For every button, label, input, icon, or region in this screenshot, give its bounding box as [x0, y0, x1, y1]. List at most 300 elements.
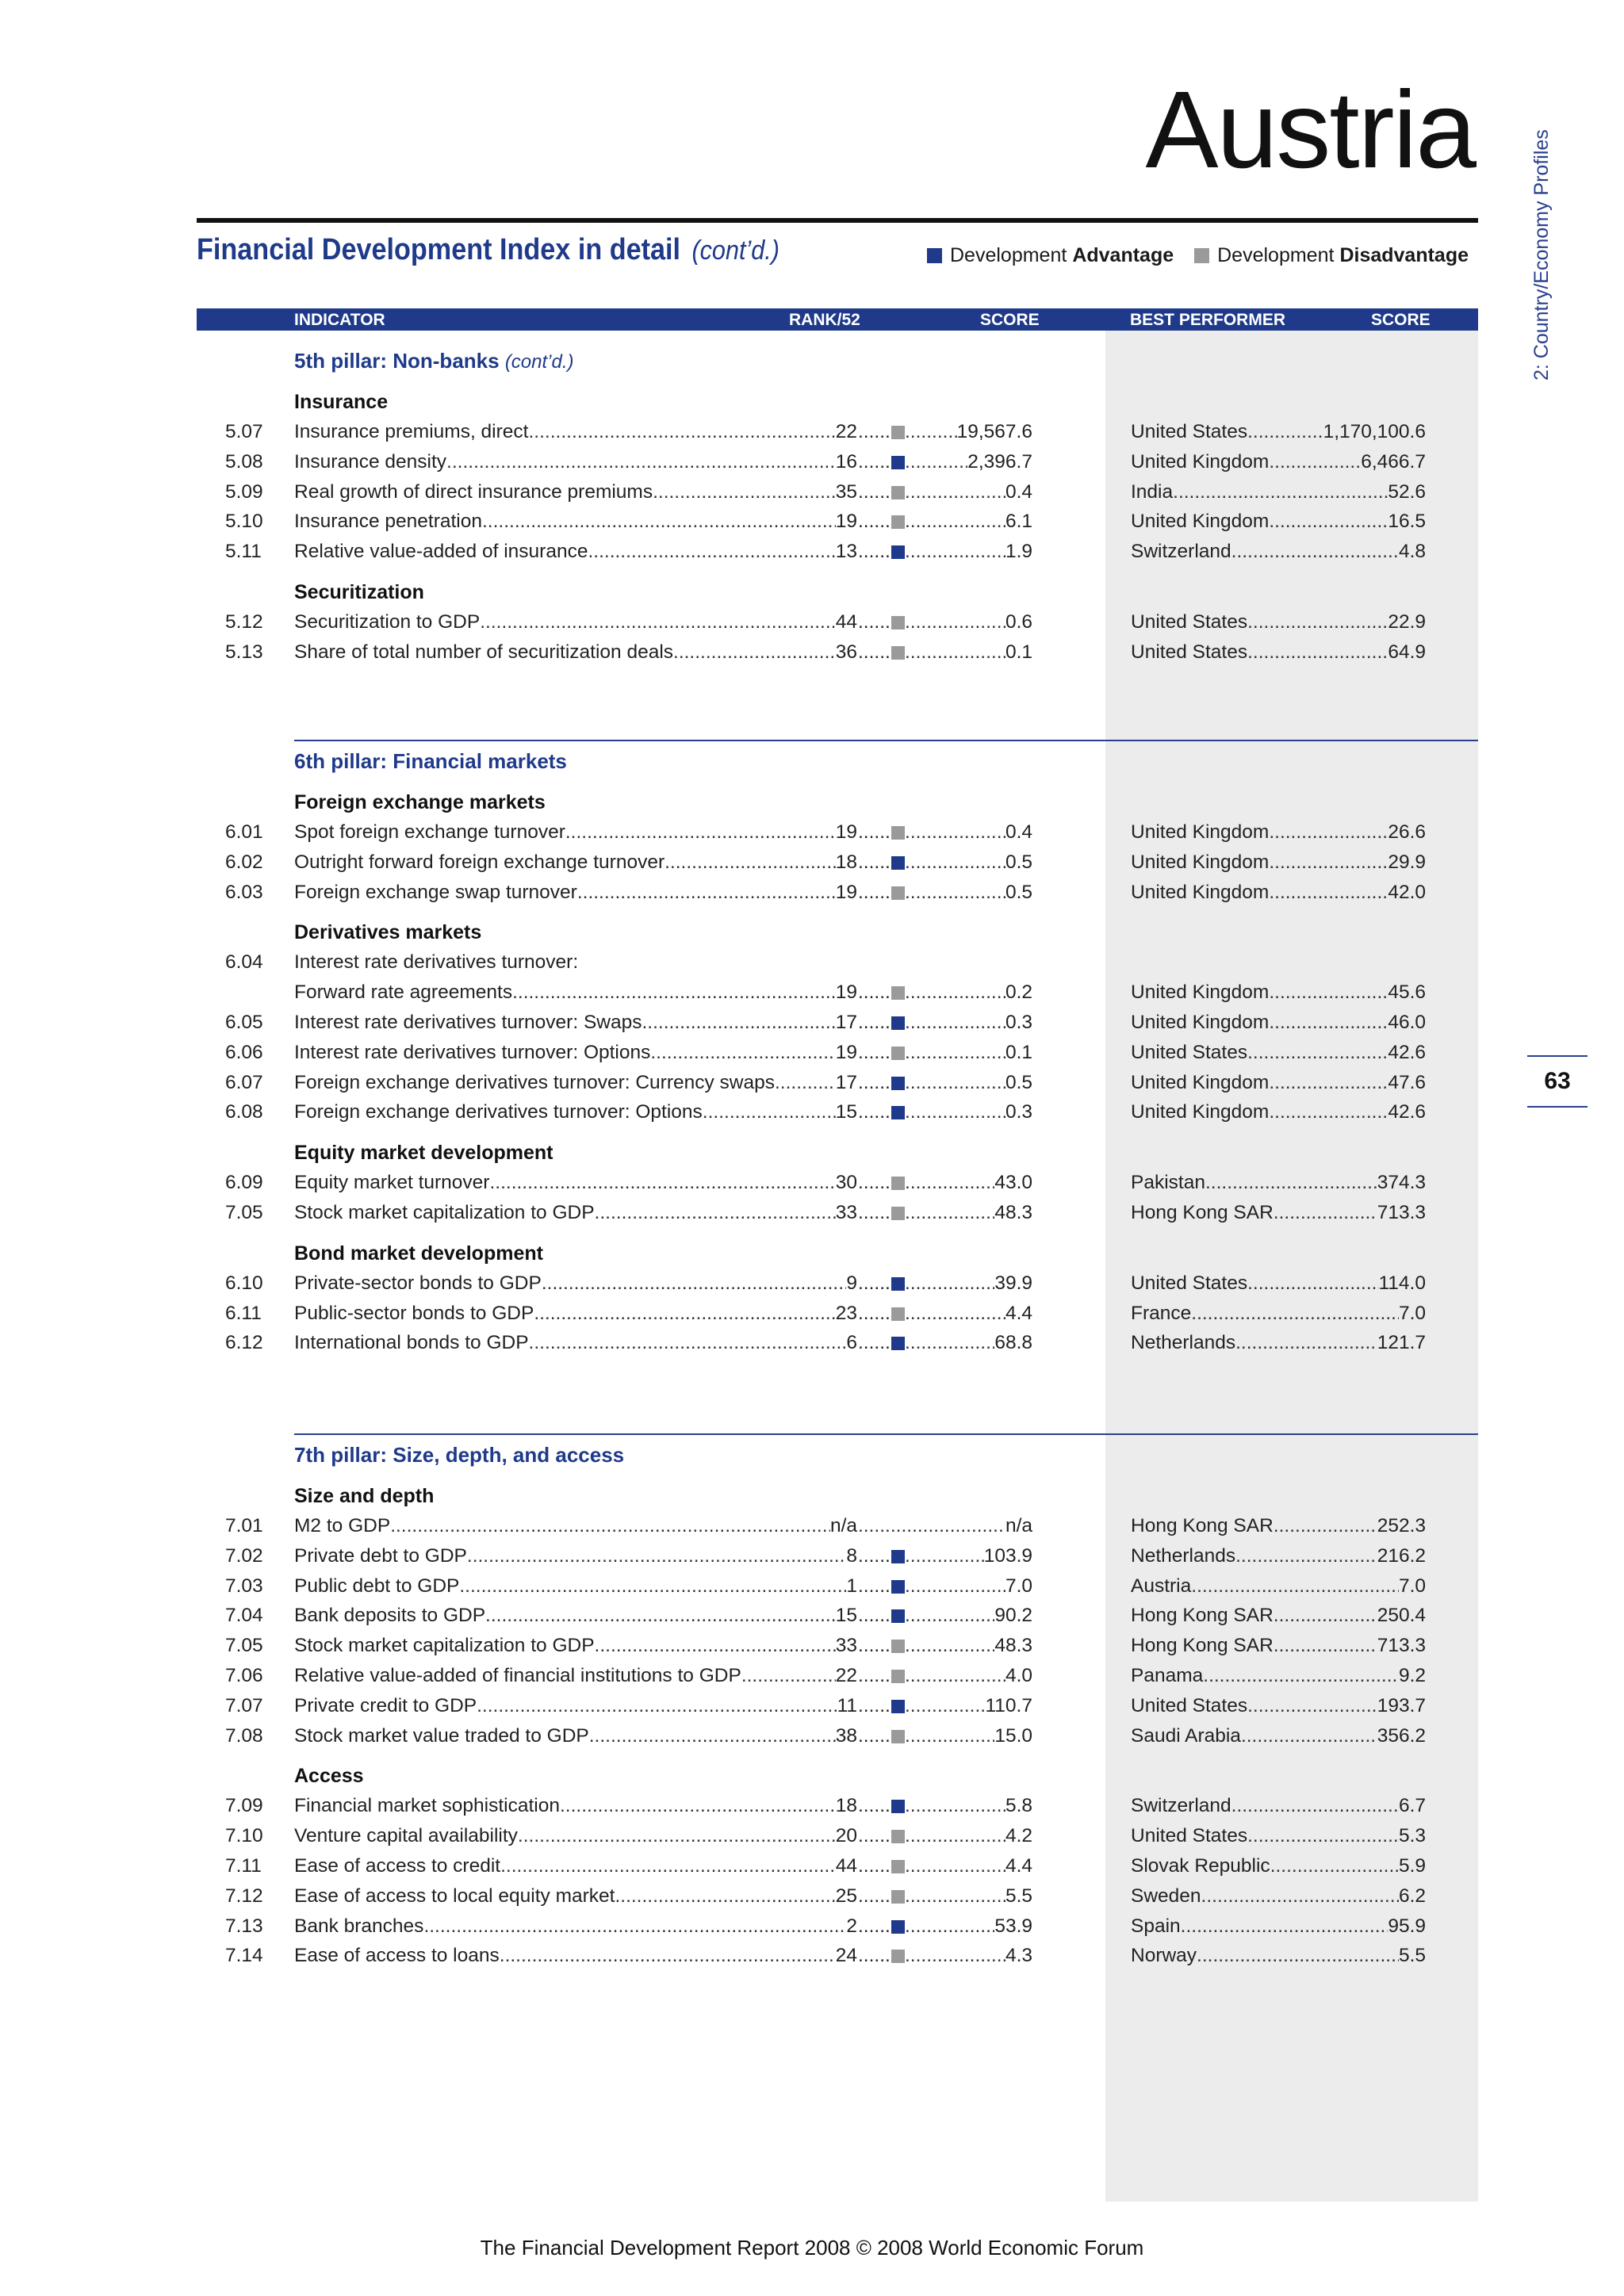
row-number: 6.10: [225, 1272, 263, 1294]
best-performer-score: 47.6: [1388, 1071, 1426, 1093]
best-performer-score: 22.9: [1388, 611, 1426, 633]
best-performer-score: 45.6: [1388, 982, 1426, 1004]
row-number: 5.08: [225, 450, 263, 473]
dot-leader: [673, 641, 836, 664]
row-indicator: [294, 611, 857, 633]
dot-leader: [577, 882, 836, 904]
top-rule: [197, 218, 1478, 223]
row-number: 6.06: [225, 1041, 263, 1063]
dot-leader: [650, 1042, 835, 1064]
row-indicator: [294, 641, 857, 664]
legend-disadvantage-prefix: Development: [1217, 244, 1335, 266]
row-score-value: n/a: [1005, 1515, 1032, 1536]
advantage-square-icon: [891, 1609, 905, 1623]
dot-leader: [653, 481, 836, 503]
dot-leader: [858, 1855, 891, 1877]
best-performer-name: France: [1131, 1302, 1192, 1324]
dot-leader: [446, 451, 836, 473]
row-score: [905, 1272, 1032, 1295]
best-performer-name: United States: [1131, 1041, 1248, 1063]
row-label: Private debt to GDP: [294, 1544, 467, 1567]
best-performer-score: 7.0: [1398, 1302, 1426, 1324]
legend-advantage: [927, 244, 1174, 267]
row-score-value: 48.3: [994, 1202, 1032, 1223]
row-rank: 20: [835, 1825, 857, 1847]
best-performer-name: Hong Kong SAR: [1131, 1202, 1274, 1223]
row-number: 6.09: [225, 1172, 263, 1194]
row-best-performer: [1131, 1945, 1426, 1967]
dot-leader: [1197, 1945, 1399, 1967]
row-score-value: 4.3: [1005, 1945, 1032, 1967]
dot-leader: [905, 851, 1005, 874]
legend-advantage-prefix: Development: [950, 244, 1067, 266]
row-rank: n/a: [829, 1515, 857, 1536]
row-indicator: [294, 1695, 857, 1717]
disadvantage-square-icon: [891, 1307, 905, 1321]
row-rank: 30: [835, 1172, 857, 1194]
table-row: [0, 882, 1624, 907]
row-score-value: 2,396.7: [967, 450, 1032, 473]
dot-leader: [858, 481, 891, 503]
dot-leader: [858, 982, 891, 1004]
advantage-square-icon: [891, 1580, 905, 1594]
best-performer-score: 5.5: [1398, 1945, 1426, 1967]
dot-leader: [1247, 1042, 1388, 1064]
row-indicator: [294, 1042, 857, 1064]
table-row: [0, 1303, 1624, 1328]
dot-leader: [595, 1202, 836, 1224]
best-performer-name: Hong Kong SAR: [1131, 1515, 1274, 1536]
row-score: [905, 421, 1032, 443]
best-performer-name: Slovak Republic: [1131, 1855, 1270, 1877]
row-indicator: [294, 1885, 857, 1908]
dot-leader: [905, 611, 1005, 633]
disadvantage-square-icon: [891, 646, 905, 660]
dot-leader: [905, 1072, 1005, 1094]
row-best-performer: [1131, 1695, 1426, 1717]
row-rank: 19: [835, 511, 857, 533]
row-indicator: [294, 1635, 857, 1657]
row-best-performer: [1131, 1635, 1426, 1657]
table-row: [0, 1915, 1624, 1941]
row-score: [905, 541, 1032, 563]
row-label: Interest rate derivatives turnover: Swaps: [294, 1012, 642, 1033]
row-best-performer: [1131, 1072, 1426, 1094]
row-label: Stock market capitalization to GDP: [294, 1202, 595, 1223]
row-best-performer: [1131, 1012, 1426, 1034]
dot-leader: [518, 1825, 836, 1847]
dot-leader: [905, 1945, 1005, 1967]
advantage-square-icon: [891, 545, 905, 559]
row-score: [905, 1915, 1032, 1938]
row-indicator: [294, 511, 857, 533]
best-performer-name: United Kingdom: [1131, 982, 1270, 1004]
best-performer-name: United Kingdom: [1131, 821, 1270, 843]
row-best-performer: [1131, 511, 1426, 533]
best-performer-name: Hong Kong SAR: [1131, 1605, 1274, 1627]
dot-leader: [489, 1172, 835, 1194]
row-number: 7.14: [225, 1945, 263, 1967]
row-best-performer: [1131, 1042, 1426, 1064]
group-heading: Insurance: [294, 391, 389, 413]
dot-leader: [528, 421, 835, 443]
advantage-square-icon: [891, 1337, 905, 1350]
dot-leader: [1247, 1825, 1399, 1847]
row-label: Bank branches: [294, 1915, 424, 1937]
dot-leader: [858, 821, 891, 844]
table-row: [0, 1545, 1624, 1571]
best-performer-score: 713.3: [1377, 1635, 1426, 1657]
row-best-performer: [1131, 1545, 1426, 1567]
dot-leader: [1247, 611, 1388, 633]
disadvantage-square-icon: [891, 426, 905, 439]
row-score: [905, 1825, 1032, 1847]
row-score: [905, 1795, 1032, 1817]
dot-leader: [905, 1172, 994, 1194]
header-best-performer: BEST PERFORMER: [1130, 311, 1286, 329]
advantage-square-icon: [891, 1700, 905, 1713]
row-rank: 17: [835, 1012, 857, 1033]
best-performer-name: Switzerland: [1131, 541, 1231, 563]
table-row: [0, 1012, 1624, 1037]
row-rank: 2: [846, 1915, 857, 1937]
row-label: Stock market value traded to GDP: [294, 1724, 589, 1747]
row-number: 5.09: [225, 480, 263, 503]
dot-leader: [905, 1795, 1005, 1817]
dot-leader: [858, 1605, 891, 1627]
pillar-title-text: 6th pillar: Financial markets: [294, 749, 567, 773]
pillar-title-text: 5th pillar: Non-banks: [294, 349, 500, 373]
row-score-value: 0.1: [1005, 1041, 1032, 1063]
best-performer-score: 250.4: [1377, 1605, 1426, 1627]
row-label: Public debt to GDP: [294, 1575, 460, 1597]
row-best-performer: [1131, 1665, 1426, 1687]
row-score: [905, 1725, 1032, 1747]
row-score-value: 15.0: [994, 1724, 1032, 1747]
best-performer-score: 95.9: [1388, 1915, 1426, 1937]
pillar-title-note: (cont’d.): [504, 351, 574, 373]
row-score: [905, 1855, 1032, 1877]
row-rank: 23: [835, 1302, 857, 1324]
disadvantage-square-icon: [891, 886, 905, 900]
best-performer-name: Saudi Arabia: [1131, 1724, 1241, 1747]
dot-leader: [905, 541, 1005, 563]
row-number: 6.04: [225, 951, 263, 974]
dot-leader: [1274, 1515, 1377, 1537]
dot-leader: [500, 1945, 836, 1967]
row-label: Equity market turnover: [294, 1172, 490, 1194]
disadvantage-square-icon: [891, 1207, 905, 1220]
best-performer-score: 5.9: [1398, 1855, 1426, 1877]
dot-leader: [1247, 1272, 1378, 1295]
row-indicator: [294, 1272, 857, 1295]
row-label: Stock market capitalization to GDP: [294, 1635, 595, 1657]
advantage-square-icon: [891, 1920, 905, 1934]
row-indicator: [294, 982, 857, 1004]
row-number: 6.08: [225, 1101, 263, 1123]
best-performer-score: 52.6: [1388, 480, 1426, 503]
dot-leader: [1269, 882, 1388, 904]
dot-leader: [905, 1825, 1005, 1847]
advantage-square-icon: [891, 856, 905, 870]
dot-leader: [1191, 1575, 1399, 1598]
best-performer-score: 216.2: [1377, 1544, 1426, 1567]
row-label: Interest rate derivatives turnover: Options: [294, 1041, 651, 1063]
table-row: [0, 1945, 1624, 1970]
dot-leader: [1269, 821, 1388, 844]
row-label: Relative value-added of financial institutions to GDP: [294, 1665, 741, 1686]
disadvantage-square-icon: [891, 1670, 905, 1683]
dot-leader: [480, 611, 836, 633]
table-row: [0, 1695, 1624, 1720]
disadvantage-square-icon: [1194, 248, 1209, 263]
table-row: [0, 1172, 1624, 1197]
row-indicator: [294, 1665, 857, 1687]
table-row: [0, 1665, 1624, 1690]
dot-leader: [485, 1605, 836, 1627]
row-score: [905, 982, 1032, 1004]
best-performer-score: 42.0: [1388, 881, 1426, 903]
dot-leader: [858, 1635, 891, 1657]
row-indicator: [294, 1605, 857, 1627]
row-rank: 1: [846, 1575, 857, 1597]
dot-leader: [1247, 641, 1388, 664]
dot-leader: [512, 982, 836, 1004]
row-score: [905, 481, 1032, 503]
dot-leader: [905, 481, 1005, 503]
row-label: Insurance density: [294, 450, 447, 473]
dot-leader: [858, 1202, 891, 1224]
pillar-title: [294, 1443, 624, 1468]
dot-leader: [467, 1545, 846, 1567]
advantage-square-icon: [891, 456, 905, 469]
row-score-value: 39.9: [994, 1272, 1032, 1294]
row-rank: 8: [846, 1544, 857, 1567]
best-performer-score: 5.3: [1398, 1825, 1426, 1847]
best-performer-name: United Kingdom: [1131, 511, 1270, 533]
row-score: [905, 1012, 1032, 1034]
dot-leader: [1205, 1172, 1377, 1194]
row-number: 7.06: [225, 1665, 263, 1686]
group-heading: Bond market development: [294, 1242, 543, 1265]
row-score-value: 0.4: [1005, 480, 1032, 503]
row-label: Bank deposits to GDP: [294, 1605, 486, 1627]
table-row: [0, 1072, 1624, 1097]
row-label: Foreign exchange derivatives turnover: Currency swaps: [294, 1071, 775, 1093]
row-score-value: 0.3: [1005, 1101, 1032, 1123]
advantage-square-icon: [927, 248, 942, 263]
dot-leader: [1173, 481, 1388, 503]
disadvantage-square-icon: [891, 1640, 905, 1653]
row-score-value: 4.0: [1005, 1665, 1032, 1686]
header-score: SCORE: [980, 311, 1040, 329]
row-best-performer: [1131, 851, 1426, 874]
dot-leader: [1241, 1725, 1377, 1747]
row-score: [905, 1172, 1032, 1194]
row-indicator: [294, 1915, 857, 1938]
dot-leader: [905, 1695, 986, 1717]
row-rank: 19: [835, 982, 857, 1004]
row-score: [905, 1303, 1032, 1325]
row-best-performer: [1131, 1915, 1426, 1938]
dot-leader: [1274, 1605, 1377, 1627]
best-performer-score: 374.3: [1377, 1172, 1426, 1194]
dot-leader: [1191, 1303, 1399, 1325]
row-number: 6.01: [225, 821, 263, 843]
row-label: Private-sector bonds to GDP: [294, 1272, 542, 1294]
row-rank: 18: [835, 851, 857, 873]
best-performer-score: 193.7: [1377, 1694, 1426, 1716]
best-performer-name: United Kingdom: [1131, 851, 1270, 873]
row-score: [905, 1885, 1032, 1908]
advantage-square-icon: [891, 1277, 905, 1291]
row-score: [905, 1072, 1032, 1094]
row-score-value: 1.9: [1005, 541, 1032, 563]
dot-leader: [529, 1332, 847, 1354]
group-heading: Securitization: [294, 581, 424, 603]
dot-leader: [1203, 1665, 1399, 1687]
dot-leader: [858, 541, 891, 563]
dot-leader: [858, 1945, 891, 1967]
group-heading: Equity market development: [294, 1142, 553, 1165]
best-performer-score: 7.0: [1398, 1575, 1426, 1597]
best-performer-name: Switzerland: [1131, 1795, 1231, 1817]
row-best-performer: [1131, 1885, 1426, 1908]
row-indicator: [294, 451, 857, 473]
pillar-divider: [294, 740, 1478, 741]
row-score: [905, 882, 1032, 904]
row-score-value: 4.2: [1005, 1825, 1032, 1847]
disadvantage-square-icon: [891, 826, 905, 840]
table-row: [0, 541, 1624, 566]
table-row: [0, 1825, 1624, 1850]
row-rank: 16: [835, 450, 857, 473]
best-performer-score: 356.2: [1377, 1724, 1426, 1747]
row-number: 7.02: [225, 1544, 263, 1567]
dot-leader: [905, 1101, 1005, 1123]
best-performer-name: United States: [1131, 1272, 1248, 1294]
best-performer-name: India: [1131, 480, 1174, 503]
row-score-value: 43.0: [994, 1172, 1032, 1194]
disadvantage-square-icon: [891, 1890, 905, 1904]
dot-leader: [858, 1012, 891, 1034]
dot-leader: [858, 1725, 891, 1747]
table-row: [0, 1635, 1624, 1660]
row-best-performer: [1131, 1272, 1426, 1295]
row-score-value: 19,567.6: [956, 421, 1032, 442]
table-row: [0, 1272, 1624, 1298]
row-label: Relative value-added of insurance: [294, 541, 588, 563]
best-performer-name: United States: [1131, 1694, 1248, 1716]
best-performer-score: 121.7: [1377, 1332, 1426, 1354]
dot-leader: [858, 1575, 891, 1598]
table-row: [0, 1885, 1624, 1911]
best-performer-score: 4.8: [1398, 541, 1426, 563]
dot-leader: [905, 1605, 994, 1627]
row-label: Securitization to GDP: [294, 611, 481, 633]
table-row: [0, 1605, 1624, 1630]
table-row: [0, 451, 1624, 476]
country-title: Austria: [1145, 69, 1475, 191]
row-score: [905, 1605, 1032, 1627]
advantage-square-icon: [891, 1550, 905, 1563]
dot-leader: [1269, 851, 1388, 874]
dot-leader: [459, 1575, 846, 1598]
row-rank: 33: [835, 1202, 857, 1223]
dot-leader: [1181, 1915, 1388, 1938]
table-row: [0, 641, 1624, 667]
best-performer-score: 1,170,100.6: [1323, 421, 1426, 442]
row-score: [905, 511, 1032, 533]
row-best-performer: [1131, 541, 1426, 563]
dot-leader: [642, 1012, 835, 1034]
dot-leader: [1201, 1885, 1399, 1908]
row-rank: 15: [835, 1605, 857, 1627]
dot-leader: [858, 1915, 891, 1938]
pillar-title: [294, 349, 574, 373]
row-score-value: 4.4: [1005, 1855, 1032, 1877]
advantage-square-icon: [891, 1106, 905, 1119]
dot-leader: [905, 1042, 1005, 1064]
row-score-value: 48.3: [994, 1635, 1032, 1657]
row-rank: 19: [835, 1041, 857, 1063]
row-indicator: [294, 1202, 857, 1224]
row-number: 5.07: [225, 421, 263, 442]
row-score-value: 0.5: [1005, 1071, 1032, 1093]
row-indicator: [294, 1072, 857, 1094]
row-score-value: 110.7: [985, 1694, 1032, 1716]
dot-leader: [905, 982, 1005, 1004]
row-number: 7.05: [225, 1202, 263, 1223]
row-score: [905, 1332, 1032, 1354]
table-row: [0, 821, 1624, 847]
row-score-value: 90.2: [994, 1605, 1032, 1627]
dot-leader: [858, 611, 891, 633]
best-performer-score: 64.9: [1388, 641, 1426, 663]
row-number: 5.12: [225, 611, 263, 633]
dot-leader: [858, 1825, 891, 1847]
dot-leader: [905, 1202, 994, 1224]
row-rank: 11: [837, 1694, 857, 1716]
row-indicator: [294, 1825, 857, 1847]
row-indicator: [294, 541, 857, 563]
row-label: Insurance penetration: [294, 511, 482, 533]
best-performer-score: 6.7: [1398, 1795, 1426, 1817]
row-score: [905, 1042, 1032, 1064]
best-performer-name: Netherlands: [1131, 1544, 1236, 1567]
best-performer-score: 46.0: [1388, 1012, 1426, 1033]
table-row: [0, 1515, 1624, 1540]
group-heading: Derivatives markets: [294, 921, 482, 944]
row-score: [905, 1695, 1032, 1717]
row-number: 6.05: [225, 1012, 263, 1033]
best-performer-name: United States: [1131, 611, 1248, 633]
dot-leader: [858, 882, 891, 904]
dot-leader: [905, 1272, 994, 1295]
pillar-divider: [294, 1433, 1478, 1435]
row-indicator: [294, 882, 857, 904]
table-header-bar: [197, 308, 1478, 331]
row-indicator: [294, 1101, 857, 1123]
dot-leader: [905, 1303, 1005, 1325]
row-indicator: [294, 1012, 857, 1034]
row-label-text: Interest rate derivatives turnover:: [294, 951, 579, 974]
row-score: [905, 1635, 1032, 1657]
header-best-score: SCORE: [1371, 311, 1431, 329]
table-row: [0, 511, 1624, 536]
dot-leader: [1269, 451, 1361, 473]
row-indicator: [294, 1303, 857, 1325]
